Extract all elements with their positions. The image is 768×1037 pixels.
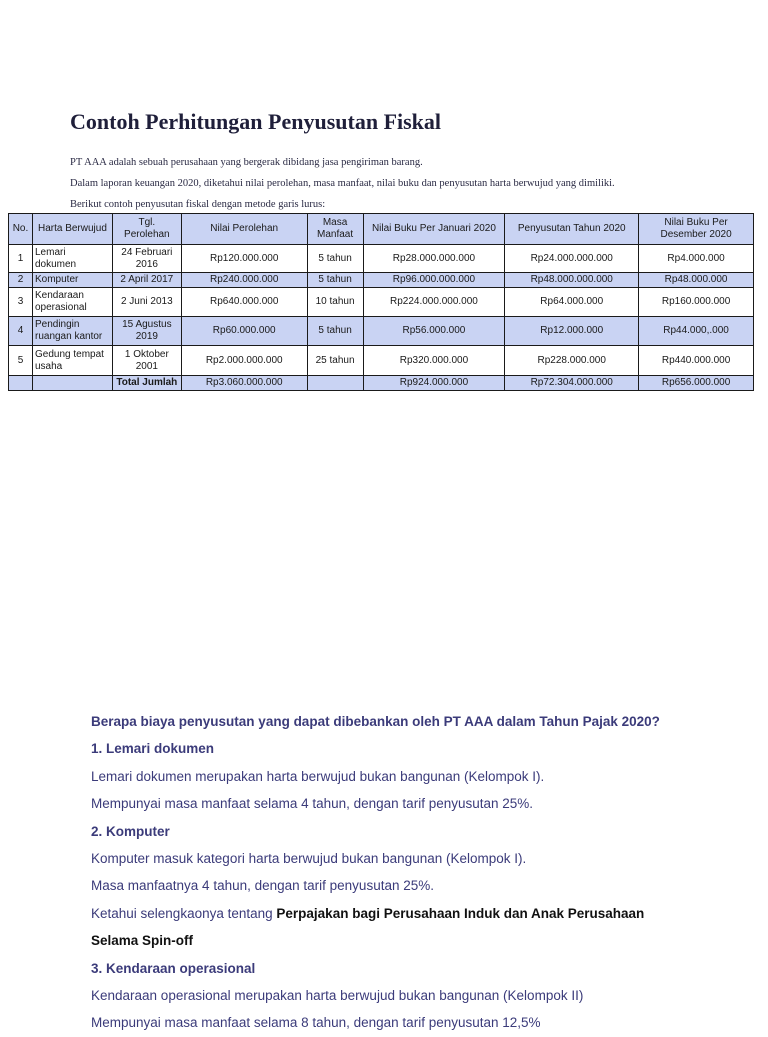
- related-link-prefix: Ketahui selengkaonya tentang: [91, 905, 277, 921]
- cell-nilai-perolehan: Rp120.000.000: [181, 245, 307, 273]
- cell-penyusutan: Rp64.000.000: [505, 288, 639, 317]
- cell-masa-manfaat: 5 tahun: [307, 317, 363, 346]
- cell-no: 2: [9, 273, 33, 288]
- page-title: Contoh Perhitungan Penyusutan Fiskal: [70, 109, 442, 134]
- item-heading-2: 2. Komputer: [91, 823, 170, 839]
- cell-nilai-buku-desember: Rp44.000,.000: [639, 317, 754, 346]
- item-heading-3: 3. Kendaraan operasional: [91, 960, 256, 976]
- item-text-2a: Komputer masuk kategori harta berwujud bukan bangunan (Kelompok I).: [91, 851, 527, 867]
- item-text-3b: Mempunyai masa manfaat selama 8 tahun, dengan tarif penyusutan 12,5%: [91, 1015, 541, 1031]
- intro-line-3: Berikut contoh penyusutan fiskal dengan metode garis lurus:: [70, 199, 326, 210]
- header-penyusutan: Penyusutan Tahun 2020: [505, 214, 639, 245]
- cell-harta: Lemari dokumen: [32, 245, 112, 273]
- cell-harta: Kendaraan operasional: [32, 288, 112, 317]
- cell-masa-manfaat: 5 tahun: [307, 245, 363, 273]
- cell-harta: Gedung tempat usaha: [32, 346, 112, 376]
- cell-masa-manfaat: 5 tahun: [307, 273, 363, 288]
- question-heading: Berapa biaya penyusutan yang dapat dibebankan oleh PT AAA dalam Tahun Pajak 2020?: [91, 714, 660, 729]
- cell-penyusutan: Rp48.000.000.000: [505, 273, 639, 288]
- related-article-link[interactable]: Perpajakan bagi Perusahaan Induk dan Anak Perusahaan: [276, 905, 645, 921]
- item-heading-1: 1. Lemari dokumen: [91, 741, 215, 757]
- cell-empty: [9, 376, 33, 391]
- cell-no: 5: [9, 346, 33, 376]
- cell-tgl: 2 April 2017: [112, 273, 181, 288]
- cell-nilai-perolehan: Rp60.000.000: [181, 317, 307, 346]
- cell-nilai-buku-desember: Rp48.000.000: [639, 273, 754, 288]
- cell-nilai-perolehan: Rp240.000.000: [181, 273, 307, 288]
- cell-nilai-buku-januari: Rp320.000.000: [363, 346, 505, 376]
- table-total-row: [9, 376, 754, 391]
- cell-no: 1: [9, 245, 33, 273]
- cell-nilai-buku-januari: Rp56.000.000: [363, 317, 505, 346]
- cell-harta: Pendingin ruangan kantor: [32, 317, 112, 346]
- cell-masa-manfaat: 10 tahun: [307, 288, 363, 317]
- header-nilai-buku-desember: Nilai Buku Per Desember 2020: [639, 214, 754, 245]
- table-row: [9, 317, 754, 346]
- cell-no: 3: [9, 288, 33, 317]
- cell-nilai-buku-desember: Rp4.000.000: [639, 245, 754, 273]
- cell-penyusutan: Rp12.000.000: [505, 317, 639, 346]
- cell-tgl: 2 Juni 2013: [112, 288, 181, 317]
- cell-empty: [32, 376, 112, 391]
- cell-nilai-buku-januari: Rp224.000.000.000: [363, 288, 505, 317]
- cell-nilai-buku-desember: Rp160.000.000: [639, 288, 754, 317]
- cell-harta: Komputer: [32, 273, 112, 288]
- cell-nilai-perolehan: Rp640.000.000: [181, 288, 307, 317]
- cell-empty: [307, 376, 363, 391]
- item-text-1a: Lemari dokumen merupakan harta berwujud bukan bangunan (Kelompok I).: [91, 768, 545, 784]
- intro-line-2: Dalam laporan keuangan 2020, diketahui nilai perolehan, masa manfaat, nilai buku dan penyusutan harta berwujud yang dimiliki.: [70, 178, 615, 189]
- related-link-line: [91, 900, 731, 927]
- header-masa-manfaat: Masa Manfaat: [307, 214, 363, 245]
- cell-nilai-buku-januari: Rp28.000.000.000: [363, 245, 505, 273]
- cell-penyusutan: Rp228.000.000: [505, 346, 639, 376]
- intro-paragraphs: [70, 152, 750, 215]
- depreciation-table: [8, 213, 754, 391]
- table-row: [9, 245, 754, 273]
- cell-penyusutan: Rp24.000.000.000: [505, 245, 639, 273]
- total-penyusutan: Rp72.304.000.000: [505, 376, 639, 391]
- table-row: [9, 346, 754, 376]
- total-label: Total Jumlah: [112, 376, 181, 391]
- total-nilai-perolehan: Rp3.060.000.000: [181, 376, 307, 391]
- table-row: [9, 288, 754, 317]
- cell-nilai-buku-desember: Rp440.000.000: [639, 346, 754, 376]
- table-header-row: [9, 214, 754, 245]
- item-text-3a: Kendaraan operasional merupakan harta berwujud bukan bangunan (Kelompok II): [91, 988, 584, 1004]
- cell-tgl: 15 Agustus 2019: [112, 317, 181, 346]
- cell-no: 4: [9, 317, 33, 346]
- cell-nilai-buku-januari: Rp96.000.000.000: [363, 273, 505, 288]
- header-nilai-perolehan: Nilai Perolehan: [181, 214, 307, 245]
- total-nilai-buku-desember: Rp656.000.000: [639, 376, 754, 391]
- question-section: [91, 708, 731, 1037]
- table-row: [9, 273, 754, 288]
- cell-tgl: 1 Oktober 2001: [112, 346, 181, 376]
- cell-nilai-perolehan: Rp2.000.000.000: [181, 346, 307, 376]
- header-no: No.: [9, 214, 33, 245]
- header-nilai-buku-januari: Nilai Buku Per Januari 2020: [363, 214, 505, 245]
- item-text-1b: Mempunyai masa manfaat selama 4 tahun, dengan tarif penyusutan 25%.: [91, 796, 534, 812]
- cell-tgl: 24 Februari 2016: [112, 245, 181, 273]
- related-article-link-continued[interactable]: Selama Spin-off: [91, 933, 194, 949]
- total-nilai-buku-januari: Rp924.000.000: [363, 376, 505, 391]
- intro-line-1: PT AAA adalah sebuah perusahaan yang bergerak dibidang jasa pengiriman barang.: [70, 157, 423, 168]
- cell-masa-manfaat: 25 tahun: [307, 346, 363, 376]
- header-tgl: Tgl. Perolehan: [112, 214, 181, 245]
- item-text-2b: Masa manfaatnya 4 tahun, dengan tarif penyusutan 25%.: [91, 878, 434, 894]
- header-harta: Harta Berwujud: [32, 214, 112, 245]
